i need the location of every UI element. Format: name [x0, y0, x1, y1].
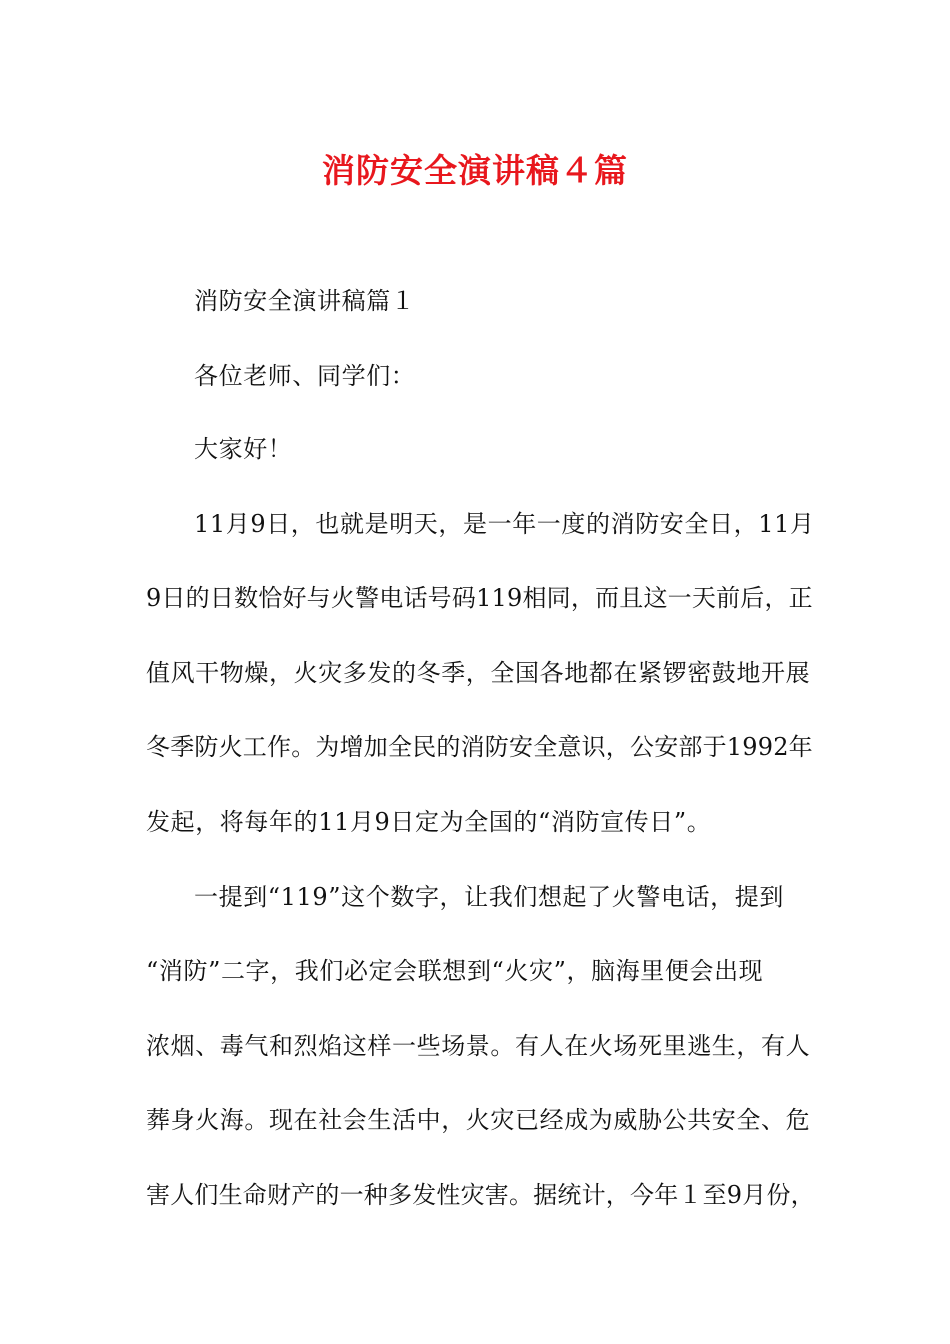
paragraph-2-line-5: 害人们生命财产的一种多发性灾害。据统计，今年１至9月份， [146, 1181, 815, 1209]
paragraph-1-line-4: 冬季防火工作。为增加全民的消防安全意识，公安部于1992年 [146, 733, 813, 761]
greeting: 大家好！ [194, 435, 293, 463]
paragraph-2-line-1: 一提到“119”这个数字，让我们想起了火警电话，提到 [194, 883, 784, 911]
paragraph-2-line-3: 浓烟、毒气和烈焰这样一些场景。有人在火场死里逃生，有人 [146, 1032, 811, 1060]
paragraph-1-line-2: 9日的日数恰好与火警电话号码119相同，而且这一天前后，正 [146, 584, 813, 612]
paragraph-2-line-2: “消防”二字，我们必定会联想到“火灾”，脑海里便会出现 [146, 957, 764, 985]
paragraph-2-line-4: 葬身火海。现在社会生活中，火灾已经成为威胁公共安全、危 [146, 1106, 811, 1134]
paragraph-1-line-3: 值风干物燥，火灾多发的冬季，全国各地都在紧锣密鼓地开展 [146, 659, 811, 687]
document-title: 消防安全演讲稿４篇 [322, 151, 628, 190]
paragraph-1-line-1: 11月9日，也就是明天，是一年一度的消防安全日，11月 [194, 510, 815, 538]
salutation: 各位老师、同学们： [194, 362, 416, 390]
section-heading: 消防安全演讲稿篇１ [194, 287, 416, 315]
paragraph-1-line-5: 发起，将每年的11月9日定为全国的“消防宣传日”。 [146, 808, 712, 836]
